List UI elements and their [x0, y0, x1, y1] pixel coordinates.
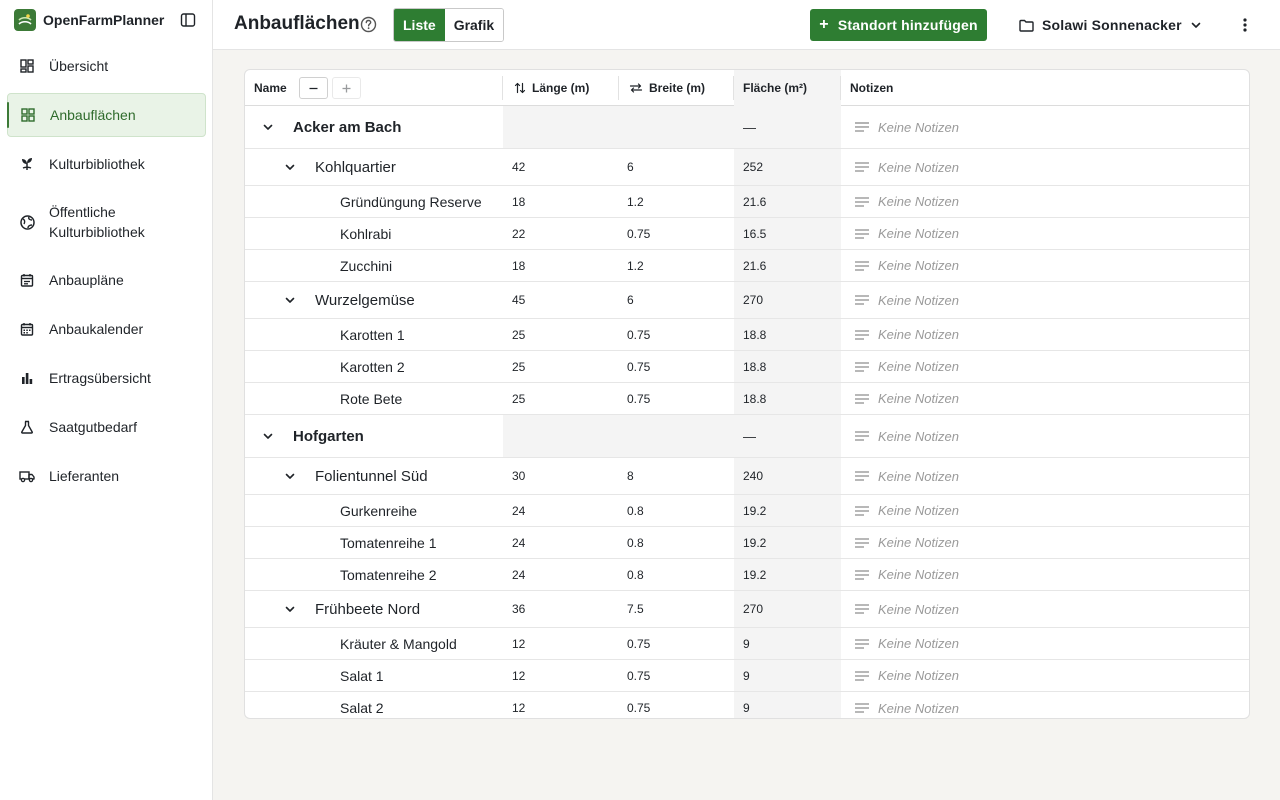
area-value: 18.8: [743, 327, 767, 342]
bed-row[interactable]: [245, 628, 1250, 660]
column-label: Notizen: [850, 81, 894, 95]
length-value: 25: [512, 359, 526, 374]
dashboard-icon: [19, 58, 35, 74]
notes-icon: [854, 430, 870, 442]
area-cell: [734, 458, 841, 494]
notes-cell[interactable]: [841, 149, 1250, 185]
globe-icon: [19, 214, 35, 230]
notes-text: Keine Notizen: [878, 119, 959, 135]
add-location-button[interactable]: [810, 9, 987, 41]
notes-cell[interactable]: [841, 218, 1250, 249]
row-name: Zucchini: [340, 257, 393, 274]
row-name: Gurkenreihe: [340, 502, 418, 519]
notes-cell[interactable]: [841, 527, 1250, 558]
area-cell: [734, 591, 841, 627]
length-value: 24: [512, 535, 526, 550]
calendar-icon: [19, 321, 35, 337]
width-cell[interactable]: [627, 250, 735, 281]
area-value: 240: [743, 469, 764, 483]
length-cell[interactable]: [512, 186, 627, 217]
sidebar-item-label: Anbaukalender: [49, 321, 144, 337]
notes-cell[interactable]: [841, 106, 1250, 148]
notes-text: Keine Notizen: [878, 226, 959, 241]
area-value: 21.6: [743, 258, 767, 273]
name-cell: [245, 628, 503, 659]
area-value: 19.2: [743, 503, 767, 518]
length-value: 12: [512, 668, 526, 683]
notes-cell[interactable]: [841, 495, 1250, 526]
bed-row[interactable]: [245, 495, 1250, 527]
plant-icon: [19, 156, 35, 172]
view-chart-button[interactable]: Grafik: [445, 9, 503, 41]
area-value: 270: [743, 602, 764, 616]
notes-cell[interactable]: [841, 591, 1250, 627]
help-icon[interactable]: [360, 16, 377, 33]
width-cell[interactable]: [627, 628, 735, 659]
width-value: 6: [627, 293, 634, 307]
notes-text: Keine Notizen: [878, 700, 959, 716]
bed-row[interactable]: [245, 692, 1250, 719]
name-cell: [245, 319, 503, 350]
notes-icon: [854, 569, 870, 581]
sidebar-item-anbaukalender[interactable]: [7, 307, 206, 351]
table-header: [245, 70, 1250, 106]
row-name: Salat 2: [340, 700, 384, 716]
notes-icon: [854, 470, 870, 482]
notes-icon: [854, 361, 870, 373]
notes-text: Keine Notizen: [878, 159, 959, 175]
width-value: 0.8: [627, 535, 644, 550]
area-value: 16.5: [743, 226, 767, 241]
width-cell[interactable]: [627, 351, 735, 382]
column-header-name[interactable]: [245, 70, 503, 106]
length-value: 24: [512, 567, 526, 582]
notes-icon: [854, 329, 870, 341]
notes-cell[interactable]: [841, 186, 1250, 217]
notes-text: Keine Notizen: [878, 668, 959, 683]
area-value: 19.2: [743, 567, 767, 582]
row-name: Rote Bete: [340, 390, 403, 407]
sidebar-item-lieferanten[interactable]: [7, 454, 206, 498]
notes-text: Keine Notizen: [878, 601, 959, 617]
row-name: Tomatenreihe 1: [340, 534, 437, 551]
width-cell[interactable]: [627, 415, 735, 457]
notes-text: Keine Notizen: [878, 327, 959, 342]
notes-cell[interactable]: [841, 383, 1250, 414]
area-value: 9: [743, 701, 750, 715]
width-cell[interactable]: [627, 559, 735, 590]
length-value: 25: [512, 327, 526, 342]
row-name: Frühbeete Nord: [315, 600, 421, 618]
name-cell: [245, 660, 503, 691]
notes-cell[interactable]: [841, 559, 1250, 590]
width-cell[interactable]: [627, 149, 735, 185]
name-cell: [245, 527, 503, 558]
notes-icon: [854, 294, 870, 306]
width-value: 0.75: [627, 391, 651, 406]
area-value: 9: [743, 636, 750, 651]
area-cell: [734, 149, 841, 185]
sidebar-item-label: Lieferanten: [49, 468, 120, 484]
folder-icon: [1019, 19, 1034, 32]
length-cell[interactable]: [512, 527, 627, 558]
notes-icon: [854, 670, 870, 682]
sidebar-item-anbauplaene[interactable]: [7, 258, 206, 302]
row-name: Karotten 1: [340, 326, 405, 343]
name-cell: [245, 559, 503, 590]
column-header-notes[interactable]: [841, 70, 1250, 106]
sort-icon: [514, 82, 526, 94]
page-title: Anbauflächen: [234, 13, 360, 34]
notes-icon: [854, 161, 870, 173]
notes-cell[interactable]: [841, 282, 1250, 318]
area-cell: [734, 319, 841, 350]
notes-cell[interactable]: [841, 458, 1250, 494]
chevron-down-icon[interactable]: [261, 429, 275, 443]
notes-cell[interactable]: [841, 660, 1250, 691]
length-value: 18: [512, 194, 526, 209]
area-cell: [734, 282, 841, 318]
length-value: 22: [512, 226, 526, 241]
notes-cell[interactable]: [841, 351, 1250, 382]
notes-text: Keine Notizen: [878, 567, 959, 582]
bed-row[interactable]: [245, 250, 1250, 282]
top-bar: [213, 0, 1280, 50]
row-name: Kräuter & Mangold: [340, 635, 457, 652]
row-name: Salat 1: [340, 667, 384, 684]
width-cell[interactable]: [627, 319, 735, 350]
length-cell[interactable]: [512, 628, 627, 659]
notes-icon: [854, 603, 870, 615]
width-cell[interactable]: [627, 692, 735, 719]
column-header-area[interactable]: [734, 70, 841, 106]
name-cell: [245, 415, 503, 457]
name-cell: [245, 458, 503, 494]
app-name: OpenFarmPlanner: [43, 12, 165, 28]
column-header-width[interactable]: [619, 70, 734, 106]
chevron-down-icon[interactable]: [283, 469, 297, 483]
notes-icon: [854, 505, 870, 517]
notes-icon: [854, 121, 870, 133]
name-cell: [245, 149, 503, 185]
row-name: Hofgarten: [293, 427, 364, 445]
grid-icon: [20, 107, 36, 123]
sidebar: [0, 0, 213, 800]
name-cell: [245, 591, 503, 627]
sidebar-item-uebersicht[interactable]: [7, 44, 206, 88]
width-value: 0.75: [627, 226, 651, 241]
width-value: 1.2: [627, 258, 644, 273]
sidebar-item-label: Ertragsübersicht: [49, 370, 151, 386]
sidebar-item-anbauflaechen[interactable]: [7, 93, 206, 137]
row-name: Acker am Bach: [293, 118, 402, 136]
length-cell[interactable]: [512, 218, 627, 249]
name-cell: [245, 351, 503, 382]
sidebar-item-oeffentliche-kulturbibliothek[interactable]: [7, 191, 206, 253]
row-name: Folientunnel Süd: [315, 467, 428, 485]
width-cell[interactable]: [627, 383, 735, 414]
width-value: 0.75: [627, 359, 651, 374]
width-cell[interactable]: [627, 495, 735, 526]
name-cell: [245, 282, 503, 318]
length-value: 42: [512, 160, 526, 174]
column-header-length[interactable]: [503, 70, 619, 106]
width-cell[interactable]: [627, 458, 735, 494]
area-value: 19.2: [743, 535, 767, 550]
area-cell: [734, 186, 841, 217]
area-value: —: [743, 428, 756, 444]
row-name: Gründüngung Reserve: [340, 193, 482, 210]
sidebar-nav: [7, 44, 206, 498]
area-cell: [734, 351, 841, 382]
sidebar-item-label: Kulturbibliothek: [49, 156, 145, 172]
bed-row[interactable]: [245, 527, 1250, 559]
width-value: 0.8: [627, 503, 644, 518]
length-value: 18: [512, 258, 526, 273]
notes-text: Keine Notizen: [878, 359, 959, 374]
length-cell[interactable]: [512, 282, 627, 318]
chevron-down-icon[interactable]: [283, 293, 297, 307]
bed-row[interactable]: [245, 319, 1250, 351]
notes-text: Keine Notizen: [878, 503, 959, 518]
width-cell[interactable]: [627, 527, 735, 558]
length-cell[interactable]: [512, 458, 627, 494]
width-cell[interactable]: [627, 106, 735, 148]
view-toggle: [393, 8, 504, 42]
location-row[interactable]: [245, 106, 1250, 149]
length-cell[interactable]: [512, 415, 627, 457]
chevron-down-icon[interactable]: [283, 602, 297, 616]
location-row[interactable]: [245, 415, 1250, 458]
bed-row[interactable]: [245, 660, 1250, 692]
brand[interactable]: [14, 9, 164, 31]
bed-row[interactable]: [245, 218, 1250, 250]
length-cell[interactable]: [512, 591, 627, 627]
length-value: 45: [512, 293, 526, 307]
width-cell[interactable]: [627, 591, 735, 627]
sidebar-item-ertragsuebersicht[interactable]: [7, 356, 206, 400]
plan-calendar-icon: [19, 272, 35, 288]
column-label: Breite (m): [649, 81, 706, 95]
farm-selector[interactable]: [1019, 15, 1202, 35]
length-cell[interactable]: [512, 383, 627, 414]
area-cell: [734, 660, 841, 691]
notes-icon: [854, 537, 870, 549]
swap-horizontal-icon: [629, 82, 643, 94]
chevron-down-icon[interactable]: [261, 120, 275, 134]
width-cell[interactable]: [627, 282, 735, 318]
field-row[interactable]: [245, 282, 1250, 319]
area-value: 18.8: [743, 359, 767, 374]
length-value: 24: [512, 503, 526, 518]
width-value: 8: [627, 469, 634, 483]
notes-icon: [854, 702, 870, 714]
length-cell[interactable]: [512, 660, 627, 691]
area-value: 21.6: [743, 194, 767, 209]
add-location-label: Standort hinzufügen: [837, 17, 978, 33]
name-cell: [245, 250, 503, 281]
column-label: Fläche (m²): [743, 81, 808, 95]
area-cell: [734, 692, 841, 719]
sidebar-item-label: Öffentliche Kulturbibliothek: [49, 204, 145, 240]
area-cell: [734, 628, 841, 659]
sidebar-item-label: Anbaupläne: [49, 272, 124, 288]
area-cell: [734, 559, 841, 590]
farm-name: Solawi Sonnenacker: [1042, 17, 1182, 33]
field-row[interactable]: [245, 149, 1250, 186]
field-row[interactable]: [245, 458, 1250, 495]
length-value: 36: [512, 602, 526, 616]
area-cell: [734, 106, 841, 148]
field-row[interactable]: [245, 591, 1250, 628]
length-value: 25: [512, 391, 526, 406]
notes-text: Keine Notizen: [878, 292, 959, 308]
row-name: Kohlrabi: [340, 225, 392, 242]
name-cell: [245, 495, 503, 526]
width-value: 7.5: [627, 602, 644, 616]
width-cell[interactable]: [627, 660, 735, 691]
notes-cell[interactable]: [841, 415, 1250, 457]
width-value: 0.75: [627, 668, 651, 683]
length-value: 12: [512, 701, 526, 715]
length-value: 12: [512, 636, 526, 651]
more-menu-icon[interactable]: [1235, 14, 1255, 36]
sidebar-item-label: Saatgutbedarf: [49, 419, 137, 435]
sidebar-toggle-icon[interactable]: [178, 10, 198, 30]
area-cell: [734, 495, 841, 526]
name-cell: [245, 186, 503, 217]
width-value: 0.8: [627, 567, 644, 582]
bed-row[interactable]: [245, 351, 1250, 383]
row-name: Kohlquartier: [315, 158, 396, 176]
chevron-down-icon[interactable]: [283, 160, 297, 174]
length-cell[interactable]: [512, 559, 627, 590]
notes-icon: [854, 260, 870, 272]
width-cell[interactable]: [627, 218, 735, 249]
area-cell: [734, 383, 841, 414]
length-cell[interactable]: [512, 692, 627, 719]
width-cell[interactable]: [627, 186, 735, 217]
area-cell: [734, 527, 841, 558]
length-value: 30: [512, 469, 526, 483]
minus-icon: [308, 83, 319, 94]
notes-icon: [854, 228, 870, 240]
notes-cell[interactable]: [841, 628, 1250, 659]
sidebar-item-kulturbibliothek[interactable]: [7, 142, 206, 186]
notes-icon: [854, 393, 870, 405]
locations-table: [244, 69, 1250, 719]
plus-icon: [341, 83, 352, 94]
width-value: 0.75: [627, 327, 651, 342]
sidebar-item-label: Übersicht: [49, 58, 109, 74]
notes-text: Keine Notizen: [878, 428, 959, 444]
area-value: —: [743, 119, 756, 135]
notes-cell[interactable]: [841, 250, 1250, 281]
length-cell[interactable]: [512, 250, 627, 281]
area-value: 18.8: [743, 391, 767, 406]
area-cell: [734, 250, 841, 281]
notes-text: Keine Notizen: [878, 391, 959, 406]
notes-text: Keine Notizen: [878, 258, 959, 273]
column-label: Länge (m): [532, 81, 590, 95]
bed-row[interactable]: [245, 186, 1250, 218]
length-cell[interactable]: [512, 106, 627, 148]
sidebar-item-saatgutbedarf[interactable]: [7, 405, 206, 449]
name-cell: [245, 692, 503, 719]
area-cell: [734, 218, 841, 249]
chevron-down-icon: [1190, 19, 1202, 31]
area-value: 9: [743, 668, 750, 683]
sidebar-item-label: Anbauflächen: [50, 107, 136, 123]
row-name: Tomatenreihe 2: [340, 566, 437, 583]
notes-cell[interactable]: [841, 319, 1250, 350]
notes-text: Keine Notizen: [878, 468, 959, 484]
column-label: Name: [254, 81, 287, 95]
app-logo-icon: [14, 9, 36, 31]
flask-icon: [19, 419, 35, 435]
length-cell[interactable]: [512, 495, 627, 526]
width-value: 0.75: [627, 636, 651, 651]
name-cell: [245, 218, 503, 249]
length-cell[interactable]: [512, 149, 627, 185]
notes-icon: [854, 638, 870, 650]
area-cell: [734, 415, 841, 457]
notes-icon: [854, 196, 870, 208]
row-name: Wurzelgemüse: [315, 291, 415, 309]
name-cell: [245, 106, 503, 148]
length-cell[interactable]: [512, 351, 627, 382]
plus-icon: +: [819, 16, 829, 33]
view-list-button[interactable]: Liste: [394, 9, 445, 41]
width-value: 1.2: [627, 194, 644, 209]
width-value: 6: [627, 160, 634, 174]
row-name: Karotten 2: [340, 358, 405, 375]
bar-chart-icon: [19, 370, 35, 386]
bed-row[interactable]: [245, 383, 1250, 415]
width-value: 0.75: [627, 701, 651, 715]
notes-cell[interactable]: [841, 692, 1250, 719]
notes-text: Keine Notizen: [878, 194, 959, 209]
area-value: 270: [743, 293, 764, 307]
bed-row[interactable]: [245, 559, 1250, 591]
table-body: [245, 106, 1250, 719]
notes-text: Keine Notizen: [878, 636, 959, 651]
name-cell: [245, 383, 503, 414]
expand-all-button[interactable]: [332, 77, 361, 99]
length-cell[interactable]: [512, 319, 627, 350]
notes-text: Keine Notizen: [878, 535, 959, 550]
area-value: 252: [743, 160, 764, 174]
collapse-all-button[interactable]: [299, 77, 328, 99]
truck-icon: [19, 468, 35, 484]
